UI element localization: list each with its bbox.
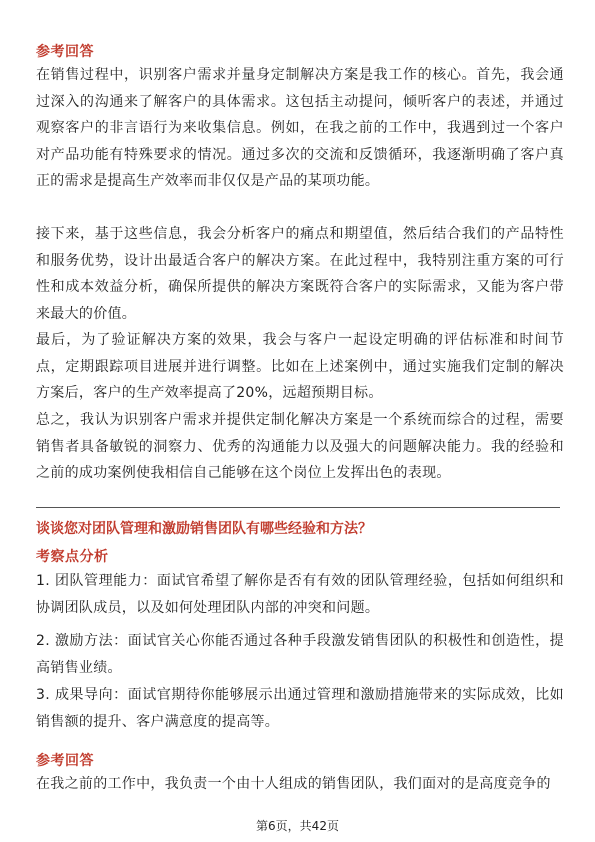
section-divider — [36, 507, 560, 508]
answer-paragraph-3: 最后，为了验证解决方案的效果，我会与客户一起设定明确的评估标准和时间节点，定期跟踪项目进展并进行调整。比如在上述案例中，通过实施我们定制的解决方案后，客户的生产效率提高了20%，远超预期目标。 — [36, 332, 564, 401]
analysis-item-1: 1. 团队管理能力：面试官希望了解你是否有有效的团队管理经验，包括如何组织和协调团队成员，以及如何处理团队内部的冲突和问题。 — [36, 573, 564, 616]
answer-paragraph-2: 接下来，基于这些信息，我会分析客户的痛点和期望值，然后结合我们的产品特性和服务优势，设计出最适合客户的解决方案。在此过程中，我特别注重方案的可行性和成本效益分析，确保所提供的解决方案既符合客户的实际需求，又能为客户带来最大的价值。 — [36, 226, 564, 322]
reference-answer-heading: 参考回答 — [36, 44, 94, 60]
analysis-heading: 考察点分析 — [36, 549, 109, 565]
page-footer: 第6页，共42页 — [256, 819, 339, 833]
answer-paragraph-4: 总之，我认为识别客户需求并提供定制化解决方案是一个系统而综合的过程，需要销售者具备敏锐的洞察力、优秀的沟通能力以及强大的问题解决能力。我的经验和之前的成功案例使我相信自己能够在这个岗位上发挥出色的表现。 — [36, 412, 564, 481]
answer2-paragraph-1: 在我之前的工作中，我负责一个由十人组成的销售团队，我们面对的是高度竞争的 — [36, 776, 551, 792]
answer-paragraph-1: 在销售过程中，识别客户需求并量身定制解决方案是我工作的核心。首先，我会通过深入的沟通来了解客户的具体需求。这包括主动提问，倾听客户的表述，并通过观察客户的非言语行为来收集信息。例如，在我之前的工作中，我遇到过一个客户对产品功能有特殊要求的情况。通过多次的交流和反馈循环，我逐渐明确了客户真正的需求是提高生产效率而非仅仅是产品的某项功能。 — [36, 67, 564, 189]
analysis-item-3: 3. 成果导向：面试官期待你能够展示出通过管理和激励措施带来的实际成效，比如销售额的提升、客户满意度的提高等。 — [36, 687, 564, 730]
interview-question: 谈谈您对团队管理和激励销售团队有哪些经验和方法？ — [36, 521, 372, 537]
reference-answer-heading-2: 参考回答 — [36, 753, 94, 769]
analysis-item-2: 2. 激励方法：面试官关心你能否通过各种手段激发销售团队的积极性和创造性，提高销售业绩。 — [36, 633, 564, 676]
